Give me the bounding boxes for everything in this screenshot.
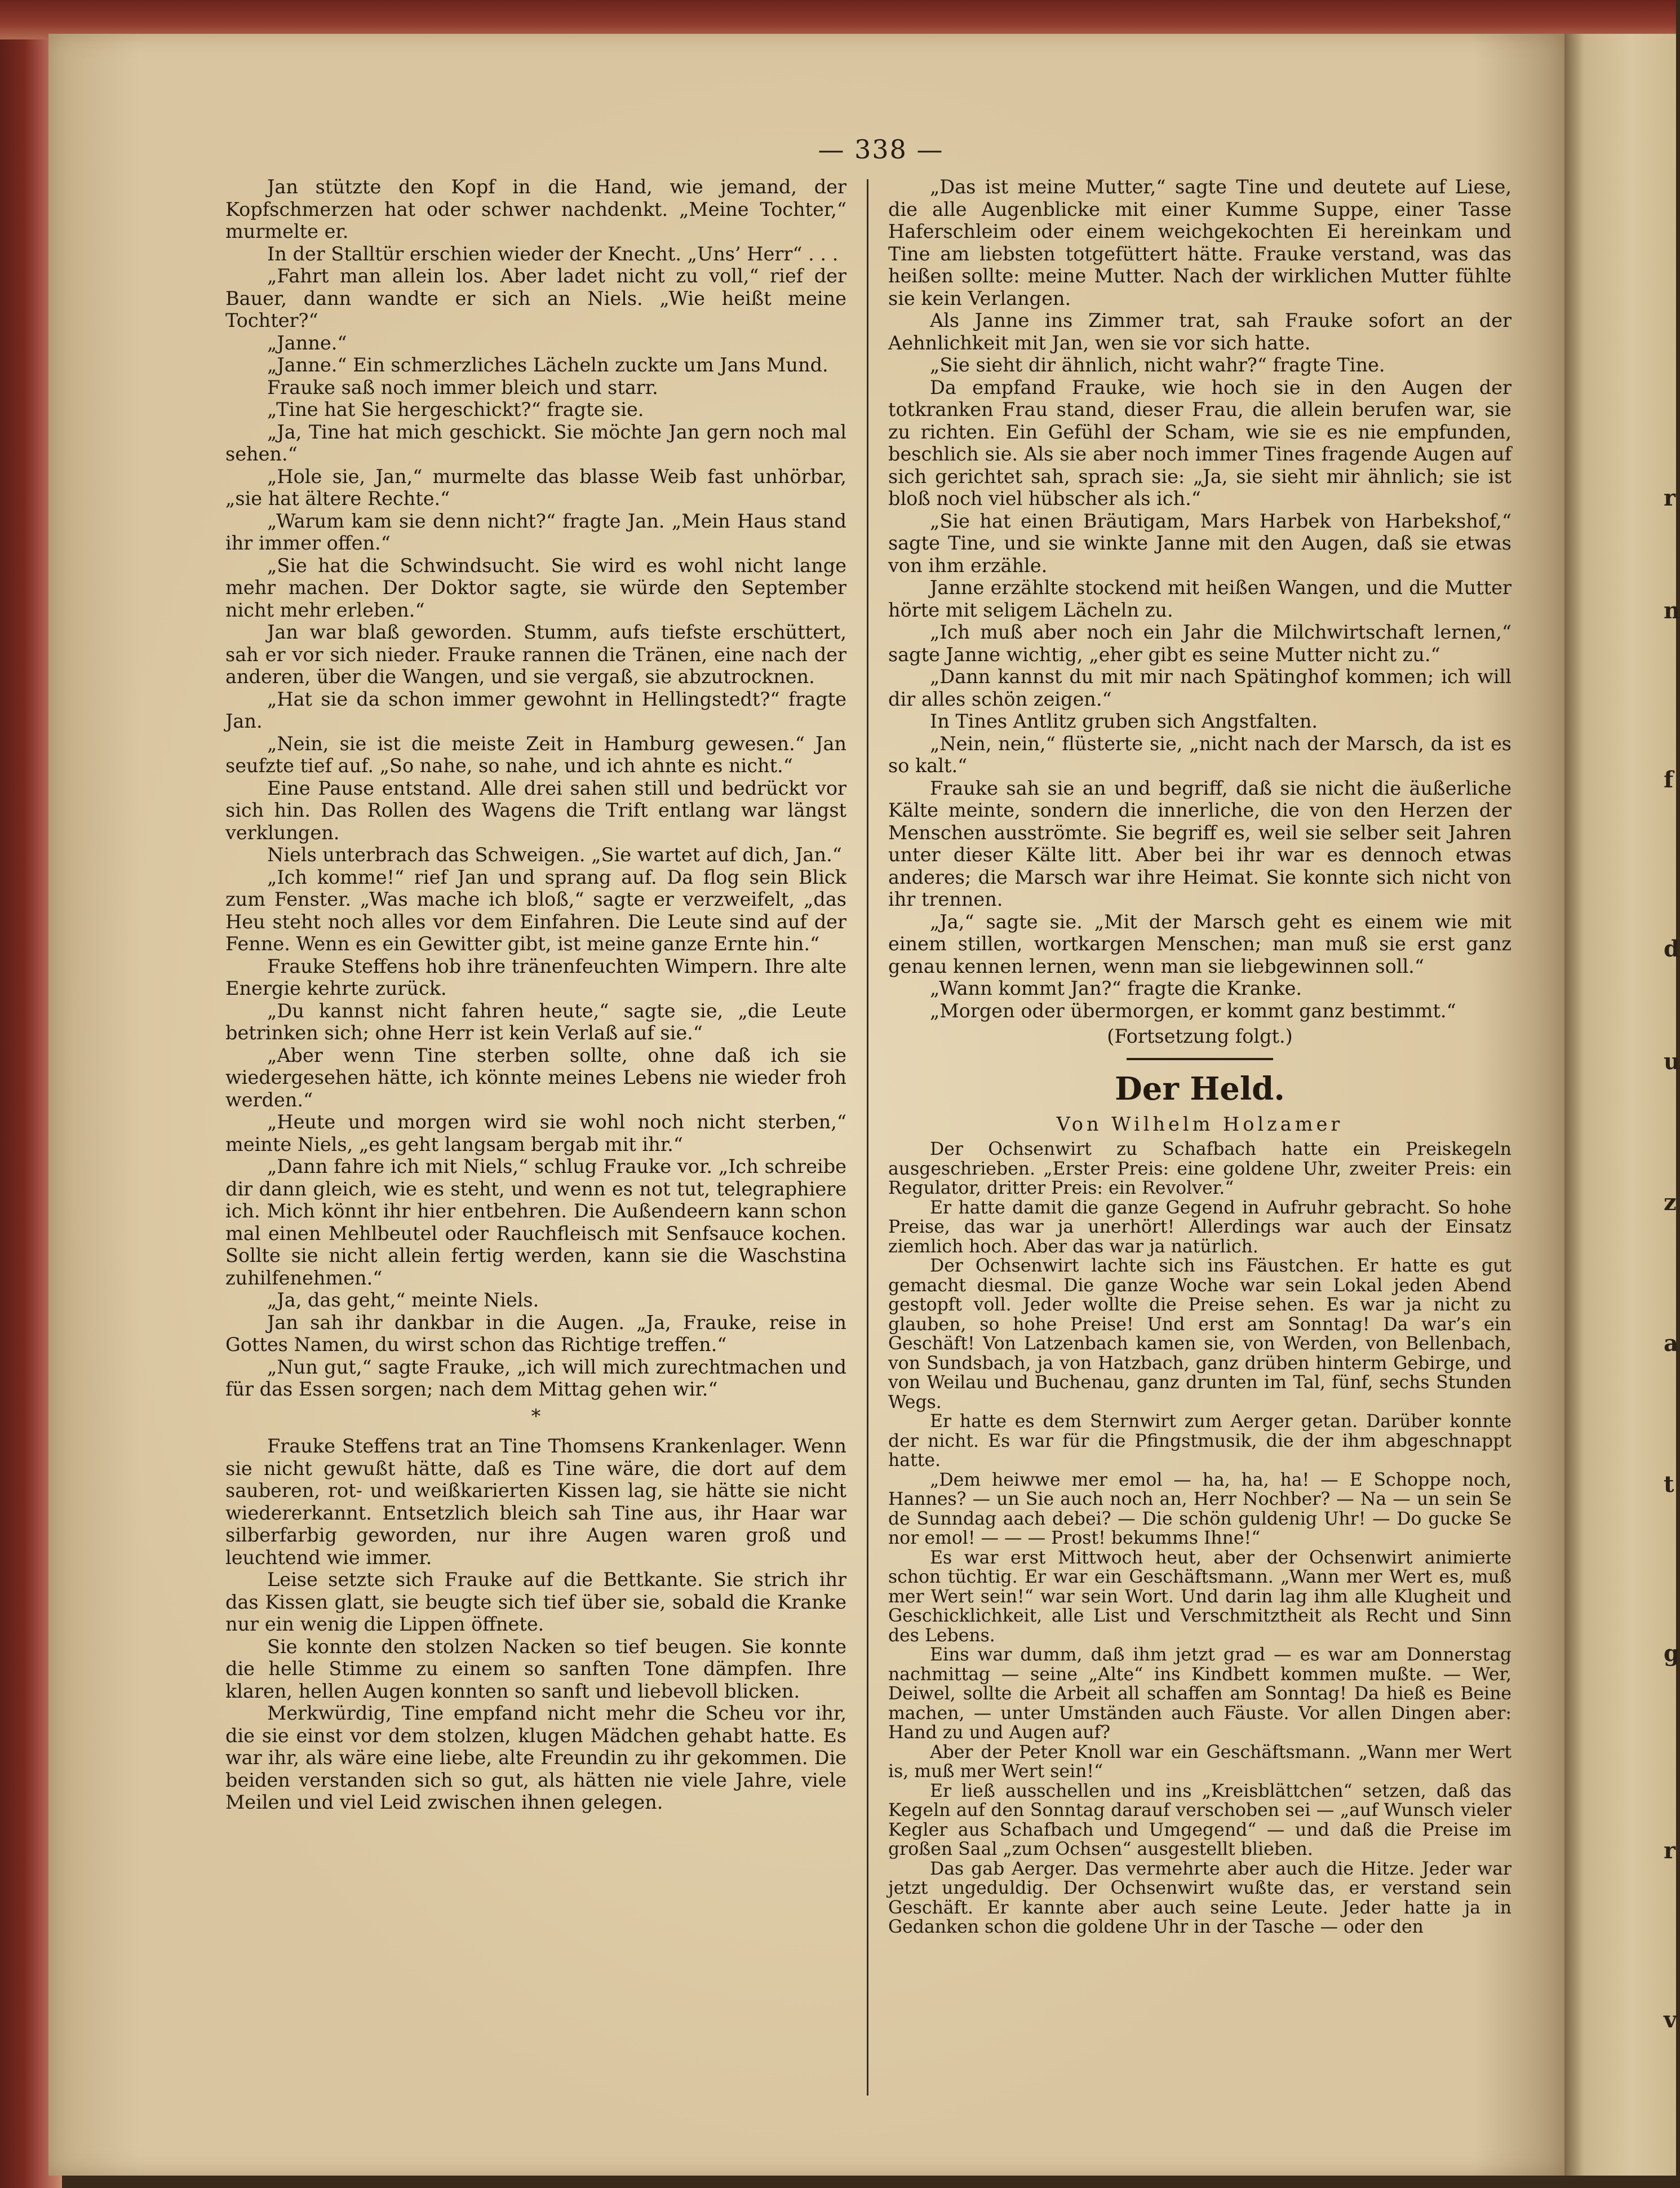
paragraph: Janne erzählte stockend mit heißen Wangen, und die Mutter hörte mit seligem Lächeln zu. (888, 577, 1511, 621)
paragraph: „Heute und morgen wird sie wohl noch nicht sterben,“ meinte Niels, „es geht langsam bergab mit ihr.“ (225, 1111, 846, 1155)
paragraph: Er hatte damit die ganze Gegend in Aufruhr gebracht. So hohe Preise, das war ja unerhört! Allerdings war auch der Einsatz ziemlich hoch. Aber das war ja natürlich. (888, 1197, 1511, 1257)
paragraph: „Dem heiwwe mer emol — ha, ha, ha! — E Schoppe noch, Hannes? — un Sie auch noch an, Herr Nochber? — Na — un sein Se de Sunndag aach debei? — Die schön guldenig Uhr! — Do gucke Se nor emol! — — — Prost! bekumms Ihne!“ (888, 1469, 1511, 1548)
next-page-fragment: r (1664, 485, 1676, 511)
continued-note: (Fortsetzung folgt.) (1107, 1025, 1293, 1047)
paragraph: „Hat sie da schon immer gewohnt in Hellingstedt?“ fragte Jan. (225, 688, 846, 732)
paragraph: Der Ochsenwirt lachte sich ins Fäustchen. Er hatte es gut gemacht diesmal. Die ganze Woche war sein Lokal jeden Abend gestopft voll. Jeder wollte die Preise sehen. Es war ja nicht zu glauben, so hohe Preise! Und erst am Sonntag! Da war’s ein Geschäft! Von Latzenbach kamen sie, von Werden, von Bellenbach, von Sundsbach, ja von Hatzbach, ganz drüben hinterm Gebirge, und von Weilau und Buchenau, ganz drunten im Tal, fünf, sechs Stunden Wegs. (888, 1256, 1511, 1412)
next-page-fragment: d (1664, 936, 1679, 962)
paragraph: Jan stützte den Kopf in die Hand, wie jemand, der Kopfschmerzen hat oder schwer nachdenkt. „Meine Tochter,“ murmelte er. (225, 176, 846, 242)
paragraph: „Dann kannst du mit mir nach Spätinghof kommen; ich will dir alles schön zeigen.“ (888, 666, 1511, 710)
paragraph: „Warum kam sie denn nicht?“ fragte Jan. „Mein Haus stand ihr immer offen.“ (225, 510, 846, 554)
paragraph: „Morgen oder übermorgen, er kommt ganz bestimmt.“ (930, 999, 1456, 1022)
paragraph: Merkwürdig, Tine empfand nicht mehr die Scheu vor ihr, die sie einst vor dem stolzen, klugen Mädchen gehabt hatte. Es war ihr, als wäre eine liebe, alte Freundin zu ihr gekommen. Die beiden verstanden sich so gut, als hätten nie viele Jahre, viele Meilen und viel Leid zwischen ihnen gelegen. (225, 1702, 846, 1813)
paragraph: Als Janne ins Zimmer trat, sah Frauke sofort an der Aehnlichkeit mit Jan, wen sie vor sich hatte. (888, 309, 1511, 354)
paragraph: „Ja,“ sagte sie. „Mit der Marsch geht es einem wie mit einem stillen, wortkargen Menschen; man muß sie erst ganz genau kennen lernen, wenn man sie liebgewinnen soll.“ (888, 910, 1511, 977)
paragraph: Da empfand Frauke, wie hoch sie in den Augen der totkranken Frau stand, dieser Frau, die allein berufen war, sie zu richten. Ein Gefühl der Scham, wie sie es nie empfunden, beschlich sie. Als sie aber noch immer Tines fragende Augen auf sich gerichtet sah, sprach sie: „Ja, sie sieht mir ähnlich; sie ist bloß noch viel hübscher als ich.“ (888, 376, 1511, 510)
left-column (225, 176, 846, 1814)
next-page-fragment: a (1664, 1330, 1678, 1357)
paragraph: „Hole sie, Jan,“ murmelte das blasse Weib fast unhörbar, „sie hat ältere Rechte.“ (225, 465, 846, 510)
paragraph: In der Stalltür erschien wieder der Knecht. „Uns’ Herr“ . . . (267, 242, 839, 265)
paragraph: „Sie sieht dir ähnlich, nicht wahr?“ fragte Tine. (930, 354, 1385, 376)
next-page-fragment: n (1664, 597, 1680, 624)
paragraph: „Wann kommt Jan?“ fragte die Kranke. (930, 977, 1302, 999)
paragraph: Der Ochsenwirt zu Schafbach hatte ein Preiskegeln ausgeschrieben. „Erster Preis: eine goldene Uhr, zweiter Preis: ein Regulator, dritter Preis: ein Revolver.“ (888, 1139, 1511, 1198)
paragraph: Leise setzte sich Frauke auf die Bettkante. Sie strich ihr das Kissen glatt, sie beugte sich tief über sie, sobald die Kranke nur ein wenig die Lippen öffnete. (225, 1569, 846, 1635)
paragraph: Jan war blaß geworden. Stumm, aufs tiefste erschüttert, sah er vor sich nieder. Frauke rannen die Tränen, eine nach der anderen, über die Wangen, und sie vergaß, sie abzutrocknen. (225, 621, 846, 688)
right-column (888, 176, 1511, 1937)
paragraph: „Janne.“ (267, 331, 347, 354)
next-page-fragment: u (1664, 1048, 1680, 1075)
paragraph: Jan sah ihr dankbar in die Augen. „Ja, Frauke, reise in Gottes Namen, du wirst schon das Richtige treffen.“ (225, 1311, 846, 1356)
paragraph: „Sie hat einen Bräutigam, Mars Harbek von Harbekshof,“ sagte Tine, und sie winkte Janne mit den Augen, daß sie etwas von ihm erzähle. (888, 510, 1511, 577)
paragraph: „Ja, das geht,“ meinte Niels. (267, 1289, 539, 1311)
story-byline: Von Wilhelm Holzamer (1056, 1113, 1344, 1135)
next-page-fragment: g (1664, 1640, 1679, 1667)
paragraph: Sie konnte den stolzen Nacken so tief beugen. Sie konnte die helle Stimme zu einem so sanften Tone dämpfen. Ihre klaren, hellen Augen konnten so sanft und liebevoll blicken. (225, 1635, 846, 1702)
paragraph: Eine Pause entstand. Alle drei sahen still und bedrückt vor sich hin. Das Rollen des Wagens die Trift entlang war längst verklungen. (225, 777, 846, 844)
paragraph: „Janne.“ Ein schmerzliches Lächeln zuckte um Jans Mund. (267, 354, 828, 376)
paragraph: „Tine hat Sie hergeschickt?“ fragte sie. (267, 398, 644, 420)
paragraph: „Ja, Tine hat mich geschickt. Sie möchte Jan gern noch mal sehen.“ (225, 420, 846, 465)
next-page-fragment: t (1664, 1471, 1674, 1498)
paragraph: „Nein, sie ist die meiste Zeit in Hamburg gewesen.“ Jan seufzte tief auf. „So nahe, so nahe, und ich ahnte es nicht.“ (225, 732, 846, 777)
paragraph: Er hatte es dem Sternwirt zum Aerger getan. Darüber konnte der nicht. Es war für die Pfingstmusik, die der ihm abgeschnappt hatte. (888, 1411, 1511, 1471)
paragraph: „Fahrt man allein los. Aber ladet nicht zu voll,“ rief der Bauer, dann wandte er sich an Niels. „Wie heißt meine Tochter?“ (225, 265, 846, 331)
paragraph: Frauke sah sie an und begriff, daß sie nicht die äußerliche Kälte meinte, sondern die innerliche, die von den Herzen der Menschen ausströmte. Sie begriff es, weil sie selber seit Jahren unter dieser Kälte litt. Aber bei ihr war es dennoch etwas anderes; die Marsch war ihre Heimat. Sie konnte sich nicht von ihr trennen. (888, 777, 1511, 910)
page-number: — 338 — (818, 134, 944, 165)
paragraph: „Du kannst nicht fahren heute,“ sagte sie, „die Leute betrinken sich; ohne Herr ist kein Verlaß auf sie.“ (225, 999, 846, 1044)
paragraph: „Sie hat die Schwindsucht. Sie wird es wohl nicht lange mehr machen. Der Doktor sagte, sie würde den September nicht mehr erleben.“ (225, 554, 846, 621)
paragraph: „Das ist meine Mutter,“ sagte Tine und deutete auf Liese, die alle Augenblicke mit einer Kumme Suppe, einer Tasse Haferschleim oder einem weichgekochten Ei hereinkam und Tine am liebsten totgefüttert hätte. Frauke verstand, was das heißen sollte: meine Mutter. Nach der wirklichen Mutter fühlte sie kein Verlangen. (888, 176, 1511, 309)
paragraph: Es war erst Mittwoch heut, aber der Ochsenwirt animierte schon tüchtig. Er war ein Geschäftsmann. „Wann mer Wert es, muß mer Wert sein!“ war sein Wort. Und darin lag ihm alle Klugheit und Geschicklichkeit, alle List und Verschmitztheit als Recht und Sinn des Lebens. (888, 1547, 1511, 1646)
paragraph: Frauke Steffens hob ihre tränenfeuchten Wimpern. Ihre alte Energie kehrte zurück. (225, 955, 846, 999)
paragraph: „Dann fahre ich mit Niels,“ schlug Frauke vor. „Ich schreibe dir dann gleich, wie es steht, und wenn es not tut, telegraphiere ich. Mich könnt ihr hier entbehren. Die Außendeern kann schon mal einen Mehlbeutel oder Rauchfleisch mit Senfsauce kochen. Sollte sie nicht allein fertig werden, kann sie die Waschstina zuhilfenehmen.“ (225, 1155, 846, 1289)
paragraph: Frauke saß noch immer bleich und starr. (267, 376, 658, 398)
paragraph: In Tines Antlitz gruben sich Angstfalten. (930, 710, 1318, 732)
section-break-asterisk: * (531, 1405, 541, 1427)
next-page-fragment: f (1664, 767, 1674, 793)
paragraph: Aber der Peter Knoll war ein Geschäftsmann. „Wann mer Wert is, muß mer Wert sein!“ (888, 1742, 1511, 1782)
next-page-fragment: z (1664, 1189, 1677, 1216)
story-title: Der Held. (1115, 1070, 1285, 1108)
next-page-fragment: r (1664, 1837, 1676, 1864)
next-page-fragment: v (1664, 2007, 1677, 2033)
paragraph: Eins war dumm, daß ihm jetzt grad — es war am Donnerstag nachmittag — seine „Alte“ ins Kindbett kommen mußte. — Wer, Deiwel, sollte die Arbeit all schaffen am Sonntag! Da hieß es Beine machen, — unter Umständen auch Fäuste. Vor allen Dingen aber: Hand zu und Augen auf? (888, 1645, 1511, 1743)
adjacent-page-edge (1564, 34, 1680, 2176)
paragraph: „Nun gut,“ sagte Frauke, „ich will mich zurechtmachen und für das Essen sorgen; nach dem Mittag gehen wir.“ (225, 1356, 846, 1400)
paragraph: „Nein, nein,“ flüsterte sie, „nicht nach der Marsch, da ist es so kalt.“ (888, 732, 1511, 777)
section-rule (1127, 1058, 1273, 1060)
column-divider (867, 179, 868, 2096)
paragraph: „Ich muß aber noch ein Jahr die Milchwirtschaft lernen,“ sagte Janne wichtig, „eher gibt es seine Mutter nicht zu.“ (888, 621, 1511, 666)
paragraph: „Ich komme!“ rief Jan und sprang auf. Da flog sein Blick zum Fenster. „Was mache ich bloß,“ sagte er verzweifelt, „das Heu steht noch alles vor dem Einfahren. Die Leute sind auf der Fenne. Wenn es ein Gewitter gibt, ist meine ganze Ernte hin.“ (225, 866, 846, 955)
story-body (888, 1140, 1511, 1937)
paragraph: Das gab Aerger. Das vermehrte aber auch die Hitze. Jeder war jetzt ungeduldig. Der Ochsenwirt wußte das, er verstand sein Geschäft. Er kannte aber auch seine Leute. Jeder hatte ja in Gedanken schon die goldene Uhr in der Tasche — oder den (888, 1858, 1511, 1937)
paragraph: Frauke Steffens trat an Tine Thomsens Krankenlager. Wenn sie nicht gewußt hätte, daß es Tine wäre, die dort auf dem sauberen, rot- und weißkarierten Kissen lag, sie hätte sie nicht wiedererkannt. Entsetzlich bleich sah Tine aus, ihr Haar war silberfarbig geworden, nur ihre Augen waren groß und leuchtend wie immer. (225, 1435, 846, 1569)
paragraph: Niels unterbrach das Schweigen. „Sie wartet auf dich, Jan.“ (267, 844, 842, 866)
paragraph: „Aber wenn Tine sterben sollte, ohne daß ich sie wiedergesehen hätte, ich könnte meines Lebens nie wieder froh werden.“ (225, 1044, 846, 1111)
paragraph: Er ließ ausschellen und ins „Kreisblättchen“ setzen, daß das Kegeln auf den Sonntag darauf verschoben sei — „auf Wunsch vieler Kegler aus Schafbach und Umgegend“ — und daß die Preise im großen Saal „zum Ochsen“ ausgestellt blieben. (888, 1780, 1511, 1859)
